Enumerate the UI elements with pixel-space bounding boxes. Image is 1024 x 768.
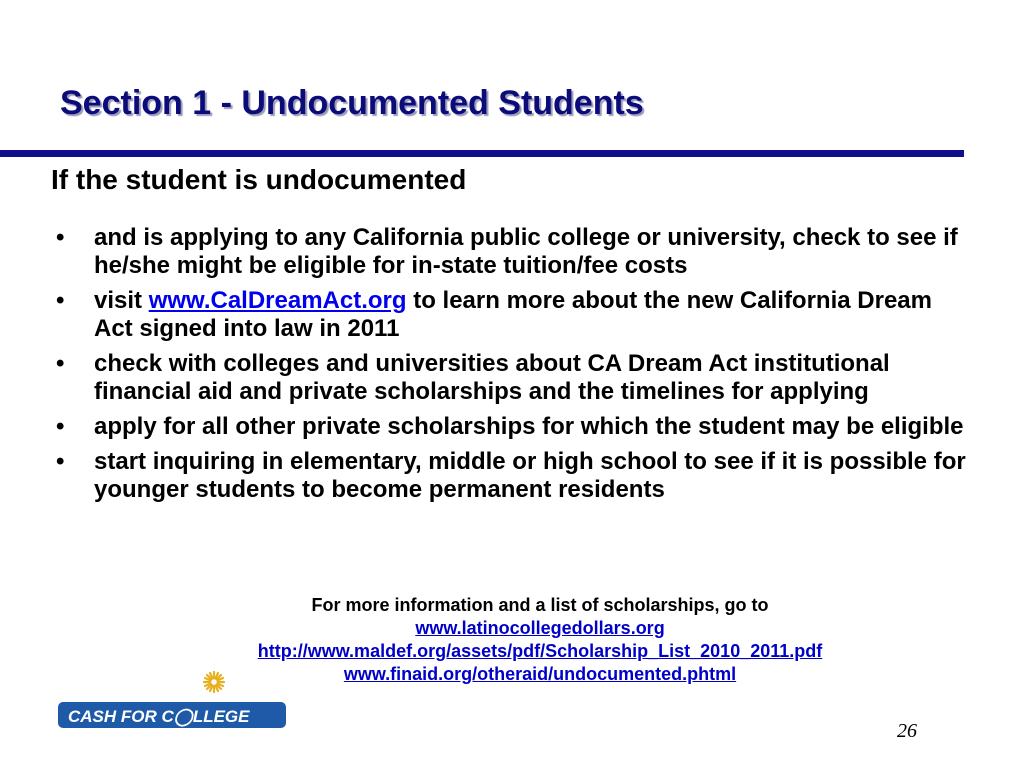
bullet-list [56,224,966,511]
latinocollegedollars-link[interactable]: www.latinocollegedollars.org [415,618,665,638]
bullet-text: start inquiring in elementary, middle or high school to see if it is possible for younger students to become permanent residents [94,448,966,503]
bullet-item [56,413,966,441]
bullet-dot: • [56,350,65,377]
bullet-text: and is applying to any California public college or university, check to see if he/she might be eligible for in-state tuition/fee costs [94,224,958,279]
page-number: 26 [897,720,917,742]
bullet-text-prefix: visit [94,287,149,314]
logo-text-o: ◯ [173,707,193,726]
bullet-text-suffix: to learn more about the new California Dream Act signed into law in 2011 [94,287,932,342]
slide-title: Section 1 - Undocumented Students [60,84,644,122]
bullet-item [56,448,966,504]
bullet-item [56,224,966,280]
caldreamact-link[interactable]: www.CalDreamAct.org [148,287,407,314]
slide-subtitle: If the student is undocumented [51,164,467,195]
bullet-dot: • [56,224,65,251]
bullet-text: check with colleges and universities about CA Dream Act institutional financial aid and private scholarships and the timelines for applying [94,350,890,405]
bullet-item [56,350,966,406]
title-divider [0,150,964,157]
bullet-text: apply for all other private scholarships for which the student may be eligible [94,413,964,440]
bullet-dot: • [56,287,65,314]
sunburst-icon [204,672,224,692]
bullet-item [56,287,966,343]
logo-text: CASH FOR C◯LLEGE [68,707,250,726]
bullet-dot: • [56,448,65,475]
bullet-dot: • [56,413,65,440]
more-info-lead: For more information and a list of scholarships, go to [311,595,769,615]
finaid-undocumented-link[interactable]: www.finaid.org/otheraid/undocumented.phtml [343,664,737,684]
maldef-scholarship-link[interactable]: http://www.maldef.org/assets/pdf/Scholarship_List_2010_2011.pdf [257,641,823,661]
cash-for-college-logo [58,670,290,732]
